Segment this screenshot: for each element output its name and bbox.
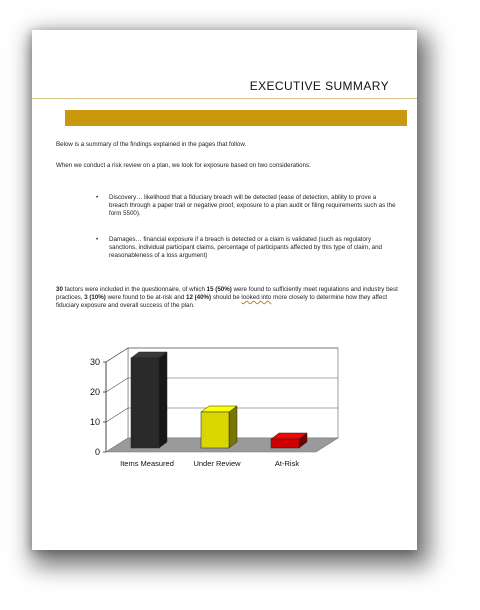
lead-paragraph: When we conduct a risk review on a plan, we look for exposure based on two considerations: [56, 162, 311, 169]
x-category-label: Under Review [193, 459, 241, 468]
summary-paragraph [56, 286, 398, 310]
bar-chart [80, 340, 380, 470]
summary-text: were found to sufficiently meet regulations and industry best practices, [56, 286, 398, 301]
bullet-text: Damages… financial exposure if a breach is detected or a claim is validated (such as regulatory sanctions, individual participant claims, percentage of participants affected by this type of claim, and reasonableness of a loss argument) [109, 236, 382, 259]
summary-text: were found to be at-risk and [105, 294, 187, 301]
bullet-marker: • [96, 236, 99, 243]
bullet-text: Discovery… likelihood that a fiduciary breach will be detected (ease of detection, ability to prove a breach through a paper trail or negative proof, exposure to a plan audit or filing requirements such as the form 5500). [109, 194, 396, 217]
total-count: 30 [56, 286, 63, 293]
title-rule [32, 98, 417, 99]
meet-count: 15 (50%) [206, 286, 232, 293]
section-banner [65, 110, 407, 126]
bar-side [159, 352, 167, 448]
bar-under-review [201, 412, 229, 448]
bar-at-risk [271, 439, 299, 448]
summary-text: factors were included in the questionnaire, of which [62, 286, 207, 293]
page-title: EXECUTIVE SUMMARY [249, 79, 389, 93]
looked-into-text: looked into [241, 294, 272, 301]
intro-paragraph: Below is a summary of the findings explained in the pages that follow. [56, 141, 247, 148]
x-category-label: At-Risk [274, 459, 300, 468]
y-tick-label: 30 [89, 357, 100, 367]
summary-text: more closely to determine how they affect fiduciary exposure and overall success of the plan. [56, 294, 388, 309]
summary-text: should be [211, 294, 242, 301]
x-category-label: Items Measured [120, 459, 174, 468]
document-page [32, 30, 417, 550]
y-tick-label: 0 [94, 447, 100, 457]
bar-side [229, 406, 237, 448]
bullet-marker: • [96, 194, 99, 201]
review-count: 12 (40%) [186, 294, 212, 301]
risk-count: 3 (10%) [84, 294, 106, 301]
y-tick-label: 10 [89, 417, 100, 427]
bar-items-measured [131, 358, 159, 448]
y-tick-label: 20 [89, 387, 100, 397]
chart-side-wall [106, 348, 128, 452]
